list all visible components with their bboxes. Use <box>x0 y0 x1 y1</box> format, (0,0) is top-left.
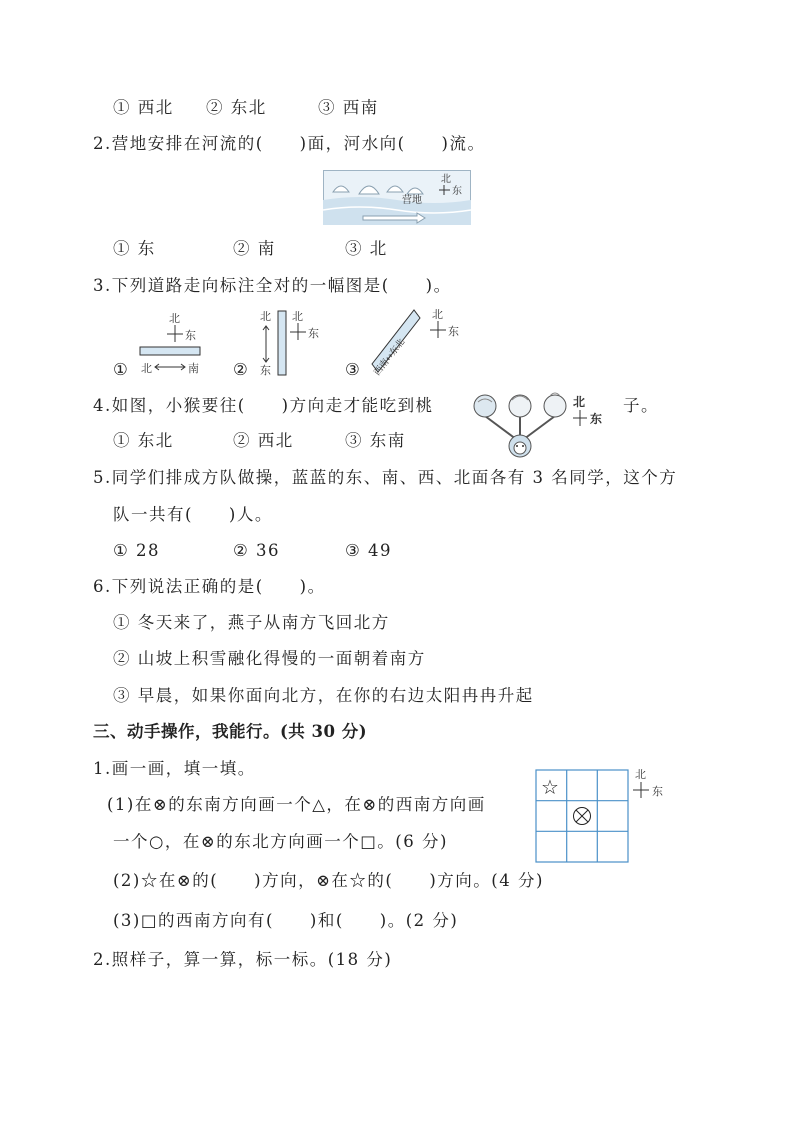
q3-fig2-bottom: 东 <box>260 364 271 377</box>
grid-north-label: 北 <box>635 768 646 781</box>
q2-camp-figure <box>323 170 471 225</box>
q3-fig3-road: 西南↔东北 <box>372 337 408 378</box>
q6-option-c: ③ 早晨，如果你面向北方，在你的右边太阳冉冉升起 <box>113 686 534 705</box>
p1-line1: (1)在⊗的东南方向画一个△，在⊗的西南方向画 <box>107 795 486 814</box>
q4-option-c: ③ 东南 <box>345 431 406 450</box>
q5-option-a: ① 28 <box>113 541 161 560</box>
q2-camp-label: 营地 <box>402 195 422 206</box>
q6-stem: 6.下列说法正确的是( )。 <box>93 577 326 596</box>
p1-line4: (3)□的西南方向有( )和( )。(2 分) <box>113 911 459 930</box>
q2-east-label: 东 <box>452 186 462 197</box>
q3-fig1-left: 北 <box>141 362 152 375</box>
q6-option-b: ② 山坡上积雪融化得慢的一面朝着南方 <box>113 649 426 668</box>
p1-line2: 一个○，在⊗的东北方向画一个□。(6 分) <box>113 832 448 851</box>
q1-option-c: ③ 西南 <box>318 98 379 117</box>
q3-figure-2 <box>256 308 326 380</box>
q6-option-a: ① 冬天来了，燕子从南方飞回北方 <box>113 613 390 632</box>
q3-fig3-marker: ③ <box>345 360 362 379</box>
q3-fig2-top: 北 <box>260 310 271 323</box>
q3-figure-3 <box>366 306 466 380</box>
q4-east-label: 东 <box>590 412 603 426</box>
q4-option-b: ② 西北 <box>233 431 294 450</box>
q4-option-a: ① 东北 <box>113 431 174 450</box>
q3-fig1-north: 北 <box>169 312 180 325</box>
p1-title: 1.画一画，填一填。 <box>93 759 256 778</box>
q2-option-b: ② 南 <box>233 239 276 258</box>
q3-fig3-east: 东 <box>448 325 459 338</box>
q3-fig2-marker: ② <box>233 360 250 379</box>
q5-stem-line1: 5.同学们排成方队做操，蓝蓝的东、南、西、北面各有 3 名同学，这个方 <box>93 468 678 487</box>
q5-stem-line2: 队一共有( )人。 <box>113 505 273 524</box>
q2-option-a: ① 东 <box>113 239 156 258</box>
q1-option-a: ① 西北 <box>113 98 174 117</box>
q5-option-c: ③ 49 <box>345 541 393 560</box>
q3-fig3-north: 北 <box>432 308 443 321</box>
q3-fig1-east: 东 <box>185 329 196 342</box>
q2-stem: 2.营地安排在河流的( )面，河水向( )流。 <box>93 134 486 153</box>
q3-fig2-north: 北 <box>292 310 303 323</box>
q4-north-label: 北 <box>573 395 586 409</box>
p2-title: 2.照样子，算一算，标一标。(18 分) <box>93 950 393 969</box>
grid-star-icon: ☆ <box>541 775 559 799</box>
q4-stem-tail: 子。 <box>623 396 659 415</box>
q3-fig1-right: 南 <box>188 362 199 375</box>
q3-figure-1 <box>133 310 213 378</box>
section-3-title: 三、动手操作，我能行。(共 30 分) <box>93 722 368 741</box>
q3-stem: 3.下列道路走向标注全对的一幅图是( )。 <box>93 276 452 295</box>
q2-north-label: 北 <box>441 174 451 185</box>
p1-line3: (2)☆在⊗的( )方向，⊗在☆的( )方向。(4 分) <box>113 871 544 890</box>
q3-fig1-marker: ① <box>113 360 130 379</box>
q5-option-b: ② 36 <box>233 541 281 560</box>
q4-monkey-peach-figure <box>470 388 620 460</box>
q3-fig2-east: 东 <box>308 327 319 340</box>
q1-option-b: ② 东北 <box>206 98 267 117</box>
p1-direction-grid <box>535 766 675 866</box>
q4-stem: 4.如图，小猴要往( )方向走才能吃到桃 <box>93 396 434 415</box>
q2-option-c: ③ 北 <box>345 239 388 258</box>
grid-east-label: 东 <box>652 785 663 798</box>
